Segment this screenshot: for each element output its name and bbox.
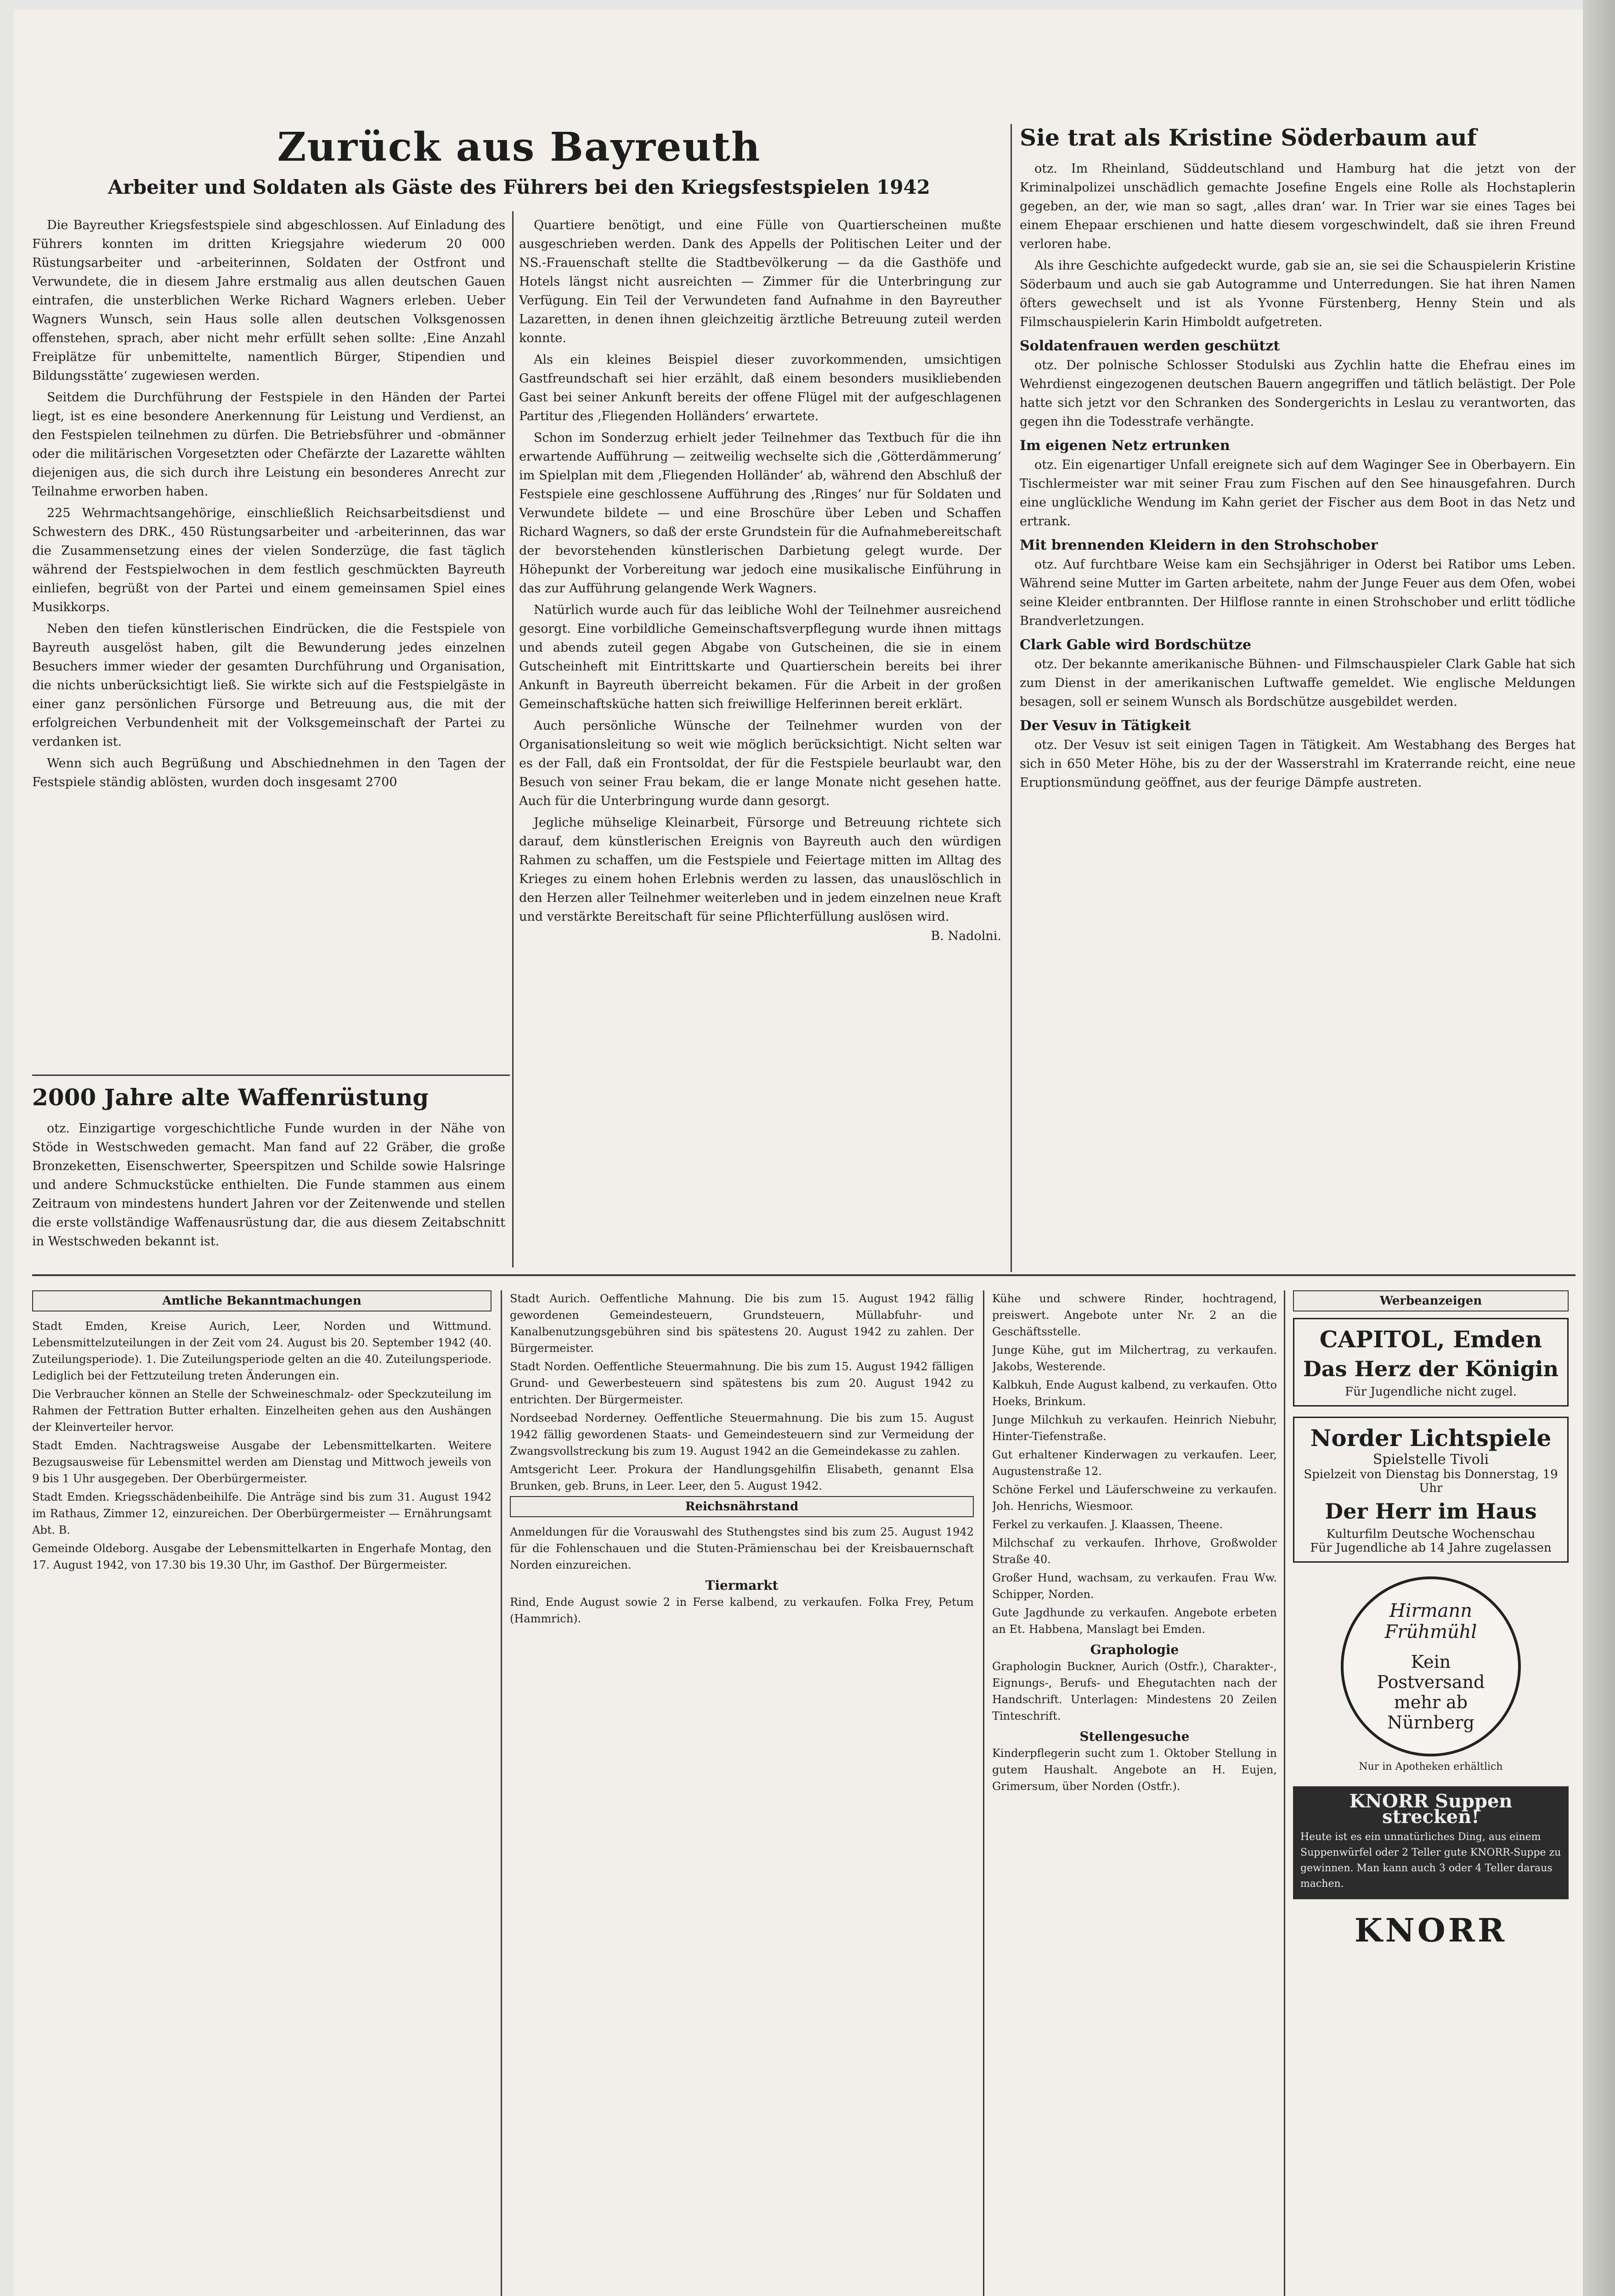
hirmann-line4: Nürnberg <box>1387 1712 1474 1733</box>
ads-col <box>1293 1290 1569 2296</box>
notice-item: Stadt Aurich. Oeffentliche Mahnung. Die bis zum 15. August 1942 fällig gewordenen Gemeindesteuern, Grundsteuern, Müllabfuhr- und Kanalbenutzungsgebühren sind bis spätestens 20. August 1942 zu zahlen. Der Bürgermeister. <box>510 1292 974 1355</box>
subarticle-title: Im eigenen Netz ertrunken <box>1020 438 1230 454</box>
article-paragraph: otz. Im Rheinland, Süddeutschland und Hamburg hat die jetzt von der Kriminalpolizei unschädlich gemachte Josefine Engels eine Rolle als Hochstaplerin gegeben, an der, wie man so sagt, ‚alles dran‘ war. In Trier war sie eines Tages bei einem Ehepaar erschienen und hatte diesem vorgeschwindelt, daß sie ihren Freund verloren habe. <box>1020 162 1575 251</box>
notice-item: Stadt Emden. Kriegsschädenbeihilfe. Die Anträge sind bis zum 31. August 1942 im Rathaus, Zimmer 12, einzureichen. Der Oberbürgermeister — Ernährungsamt Abt. B. <box>32 1491 491 1536</box>
classified-item: Großer Hund, wachsam, zu verkaufen. Frau Ww. Schipper, Norden. <box>992 1571 1277 1601</box>
reichsnaehrstand-text: Anmeldungen für die Vorauswahl des Stuthengstes sind bis zum 25. August 1942 für die Fohlenschauen und die Stuten-Prämienschau bei der Kreisbauernschaft Norden einzureichen. <box>510 1525 974 1571</box>
subarticle-text: otz. Ein eigenartiger Unfall ereignete sich auf dem Waginger See in Oberbayern. Ein Tischlermeister war mit seiner Frau zum Fischen auf den See hinausgefahren. Durch eine unglückliche Wendung im Kahn geriet der Fischer aus dem Boot in das Netz und ertrank. <box>1020 458 1575 529</box>
notice-item: Nordseebad Norderney. Oeffentliche Steuermahnung. Die bis zum 15. August 1942 fällig gewordenen Staats- und Gemeindesteuern sind zur Vermeidung der Zwangsvollstreckung bis zum 19. August 1942 an die Gemeindekasse zu zahlen. <box>510 1412 974 1458</box>
main-article-col1 <box>32 216 505 1088</box>
main-paragraph: Neben den tiefen künstlerischen Eindrücken, die die Festspiele von Bayreuth ausgelöst haben, gilt die Bewunderung jedes einzelnen Besuchers immer wieder der gesamten Durchführung und Organisation, die nichts unberücksichtigt ließ. Sie wirkte sich auf die Festspielgäste in einer ganz persönlichen Fürsorge und Betreuung aus, die mit der erfolgreichen Verbundenheit mit der Volksgemeinschaft der Partei zu verdanken ist. <box>32 622 505 749</box>
capitol-ad <box>1293 1318 1569 1407</box>
classified-item: Milchschaf zu verkaufen. Ihrhove, Großwolder Straße 40. <box>992 1536 1277 1566</box>
main-paragraph: Wenn sich auch Begrüßung und Abschiednehmen in den Tagen der Festspiele ständig ablösten, wurden doch insgesamt 2700 <box>32 756 505 789</box>
capitol-name: CAPITOL, Emden <box>1319 1326 1542 1353</box>
section-divider <box>32 1274 1575 1276</box>
page-edge-shadow <box>1583 0 1615 2296</box>
classified-item: Kühe und schwere Rinder, hochtragend, preiswert. Angebote unter Nr. 2 an die Geschäftsstelle. <box>992 1292 1277 1338</box>
column-rule <box>1011 124 1012 1272</box>
main-paragraph: Quartiere benötigt, und eine Fülle von Quartierscheinen mußte ausgeschrieben werden. Dank des Appells der Politischen Leiter und der NS.-Frauenschaft stellte die Stadtbevölkerung — da die Gasthöfe und Hotels längst nicht ausreichten — Zimmer für die Unterbringung zur Verfügung. Ein Teil der Verwundeten fand Aufnahme in den Bayreuther Lazaretten, in denen ihnen gleichzeitig ärztliche Betreuung zuteil werden konnte. <box>519 218 1001 345</box>
knorr-brand: KNORR <box>1354 1911 1508 1949</box>
hirmann-note: Nur in Apotheken erhältlich <box>1359 1761 1503 1773</box>
classified-item: Ferkel zu verkaufen. J. Klaassen, Theene. <box>992 1518 1223 1531</box>
subarticle-title: Soldatenfrauen werden geschützt <box>1020 338 1280 354</box>
lichtspiele-name: Norder Lichtspiele <box>1310 1424 1552 1452</box>
subarticle-text: otz. Auf furchtbare Weise kam ein Sechsjähriger in Oderst bei Ratibor ums Leben. Während seine Mutter im Garten arbeitete, nahm der Junge Feuer aus dem Ofen, wobei seine Kleider entbrannten. Der Hilflose rannte in einen Strohschober und erlitt tödliche Brandverletzungen. <box>1020 557 1575 628</box>
hirmann-line3: mehr ab <box>1394 1692 1468 1712</box>
knorr-title: KNORR Suppen strecken! <box>1349 1790 1513 1828</box>
ads-section-title: Werbeanzeigen <box>1293 1290 1569 1311</box>
subarticle-title: Der Vesuv in Tätigkeit <box>1020 718 1191 734</box>
lichtspiele-film: Der Herr im Haus <box>1325 1499 1537 1524</box>
notices-section-title: Amtliche Bekanntmachungen <box>32 1290 491 1311</box>
divider <box>32 1075 510 1076</box>
article-paragraph: Als ihre Geschichte aufgedeckt wurde, gab sie an, sie sei die Schauspielerin Kristine Söderbaum und auch sie gab Autogramme und Unterredungen. Sie hat ihren Namen öfters gewechselt und ist als Yvonne Fürstenberg, Henny Stein und als Filmschauspielerin Karin Himboldt aufgetreten. <box>1020 259 1575 329</box>
lichtspiele-note: Für Jugendliche ab 14 Jahre zugelassen <box>1310 1541 1552 1555</box>
tiermarkt-title: Tiermarkt <box>705 1578 779 1593</box>
article-weapons <box>32 1084 505 1267</box>
stellengesuche-title: Stellengesuche <box>1079 1729 1190 1744</box>
classified-item: Gut erhaltener Kinderwagen zu verkaufen. Leer, Augustenstraße 12. <box>992 1448 1277 1478</box>
classified-item: Kalbkuh, Ende August kalbend, zu verkaufen. Otto Hoeks, Brinkum. <box>992 1379 1277 1408</box>
notices-col1 <box>32 1290 491 2296</box>
newspaper-page <box>14 9 1594 2296</box>
subarticle-title: Mit brennenden Kleidern in den Strohschober <box>1020 537 1378 553</box>
main-paragraph: Auch persönliche Wünsche der Teilnehmer wurden von der Organisationsleitung so weit wie möglich berücksichtigt. Nicht selten war es der Fall, daß ein Frontsoldat, der für die Festspiele beurlaubt war, den Besuch von seiner Frau bekam, die er lange Monate nicht gesehen hatte. Auch für die Unterbringung wurde dann gesorgt. <box>519 719 1001 808</box>
lichtspiele-extra: Kulturfilm Deutsche Wochenschau <box>1326 1527 1536 1541</box>
notice-item: Stadt Emden. Nachtragsweise Ausgabe der Lebensmittelkarten. Weitere Bezugsausweise für Lebensmittel werden am Dienstag und Mittwoch jeweils von 9 bis 1 Uhr ausgegeben. Der Oberbürgermeister. <box>32 1439 491 1485</box>
classified-item: Junge Kühe, gut im Milchertrag, zu verkaufen. Jakobs, Westerende. <box>992 1344 1277 1373</box>
main-article-subtitle: Arbeiter und Soldaten als Gäste des Führers bei den Kriegsfestspielen 1942 <box>107 176 930 198</box>
capitol-note: Für Jugendliche nicht zugel. <box>1345 1385 1517 1399</box>
hirmann-brand: Hirmann Frühmühl <box>1384 1600 1477 1643</box>
main-article-col2 <box>519 216 1001 1258</box>
hirmann-line1: Kein <box>1411 1652 1451 1672</box>
notices-col2 <box>510 1290 974 2296</box>
main-article-header <box>37 124 1001 216</box>
column-rule <box>512 211 514 1267</box>
classified-item: Junge Milchkuh zu verkaufen. Heinrich Niebuhr, Hinter-Tiefenstraße. <box>992 1413 1277 1443</box>
article-weapons-title: 2000 Jahre alte Waffenrüstung <box>32 1084 429 1111</box>
hirmann-ad-seal <box>1341 1576 1521 1756</box>
notice-item: Die Verbraucher können an Stelle der Schweineschmalz- oder Speckzuteilung im Rahmen der Fettration Butter erhalten. Einzelheiten gehen aus den Aushängen der Kleinverteiler hervor. <box>32 1388 491 1434</box>
main-paragraph: 225 Wehrmachtsangehörige, einschließlich Reichsarbeitsdienst und Schwestern des DRK., 450 Rüstungsarbeiter und -arbeiterinnen, das war die Zusammensetzung eines der vielen Sonderzüge, die fast täglich während der Festspielwochen in dem festlich geschmückten Bayreuth einliefen, begrüßt von der Partei und einem gemeinsamen Spiel eines Musikkorps. <box>32 506 505 614</box>
capitol-film: Das Herz der Königin <box>1303 1356 1559 1381</box>
subarticle-text: otz. Der bekannte amerikanische Bühnen- und Filmschauspieler Clark Gable hat sich zum Dienst in der amerikanischen Luftwaffe gemeldet. Wie englische Meldungen besagen, soll er seinem Wunsch als Bordschütze ausgebildet werden. <box>1020 657 1575 709</box>
tiermarkt-text: Rind, Ende August sowie 2 in Ferse kalbend, zu verkaufen. Folka Frey, Petum (Hammrich). <box>510 1596 974 1625</box>
subarticle-text: otz. Der Vesuv ist seit einigen Tagen in Tätigkeit. Am Westabhang des Berges hat sich in 650 Meter Höhe, bis zu der der Wasserstrahl im Kraterrande reicht, eine neue Eruptionsmündung geöffnet, aus der feurige Dämpfe austreten. <box>1020 738 1575 790</box>
notice-item: Amtsgericht Leer. Prokura der Handlungsgehilfin Elisabeth, genannt Elsa Brunken, geb. Bruns, in Leer. Leer, den 5. August 1942. <box>510 1463 974 1492</box>
article-soederbaum <box>1020 124 1575 1267</box>
column-rule <box>501 1290 502 2296</box>
notice-item: Stadt Norden. Oeffentliche Steuermahnung. Die bis zum 15. August 1942 fälligen Grund- und Gewerbesteuern sind spätestens bis zum 20. August 1942 zu entrichten. Der Bürgermeister. <box>510 1360 974 1406</box>
column-rule <box>983 1290 984 2296</box>
norder-lichtspiele-ad <box>1293 1417 1569 1563</box>
subarticle-title: Clark Gable wird Bordschütze <box>1020 637 1252 653</box>
main-paragraph: Seitdem die Durchführung der Festspiele in den Händen der Partei liegt, ist es eine besondere Anerkennung für Leistung und Verdienst, an den Festspielen teilnehmen zu dürfen. Die Betriebsführer und -obmänner oder die militärischen Vorgesetzten oder Chefärzte der Lazarette wählten diejenigen aus, die sich durch ihre Leistung ein besonderes Anrecht zur Teilnahme erworben haben. <box>32 390 505 499</box>
notice-item: Gemeinde Oldeborg. Ausgabe der Lebensmittelkarten in Engerhafe Montag, den 17. August 1942, von 17.30 bis 19.30 Uhr, im Gasthof. Der Bürgermeister. <box>32 1542 491 1571</box>
lichtspiele-time: Spielzeit von Dienstag bis Donnerstag, 19 Uhr <box>1304 1468 1558 1495</box>
main-paragraph: Die Bayreuther Kriegsfestspiele sind abgeschlossen. Auf Einladung des Führers konnten im dritten Kriegsjahre wiederum 20 000 Rüstungsarbeiter und -arbeiterinnen, Soldaten der Ostfront und Verwundete, die in diesem Jahre erstmalig aus allen deutschen Gauen eintrafen, die unsterblichen Werke Richard Wagners erleben. Ueber Wagners Wunsch, sein Haus solle allen deutschen Volksgenossen offenstehen, sprach, aber nicht mehr erfüllt sehen sollte: ‚Eine Anzahl Freiplätze für unbemittelte, namentlich Bürger, Stipendien und Bildungsstätte‘ zugewiesen werden. <box>32 218 505 383</box>
graphologie-title: Graphologie <box>1090 1642 1179 1657</box>
main-paragraph: Schon im Sonderzug erhielt jeder Teilnehmer das Textbuch für die ihn erwartende Aufführung — zeitweilig wechselte sich die ‚Götterdämmerung‘ im Spielplan mit dem ‚Fliegenden Holländer‘ ab, während den Abschluß der Festspiele eine geschlossene Aufführung des ‚Ringes‘ nur für Soldaten und Verwundete bildete — und eine Broschüre über Leben und Schaffen Richard Wagners, so daß der erste Grundstein für die Aufnahmebereitschaft der bevorstehenden künstlerischen Darbietung gelegt wurde. Der Höhepunkt der Vorbereitung war jedoch eine musikalische Einführung in das zur Aufführung gelangende Werk Wagners. <box>519 431 1001 596</box>
lichtspiele-place: Spielstelle Tivoli <box>1372 1452 1489 1468</box>
hirmann-line2: Postversand <box>1377 1672 1485 1692</box>
classifieds-col <box>992 1290 1277 2296</box>
graphologie-text: Graphologin Buckner, Aurich (Ostfr.), Charakter-, Eignungs-, Berufs- und Ehegutachten nach der Handschrift. Unterlagen: Mindestens 20 Zeilen Tinteschrift. <box>992 1660 1277 1722</box>
article-weapons-text: otz. Einzigartige vorgeschichtliche Funde wurden in der Nähe von Stöde in Westschweden gemacht. Man fand auf 22 Gräber, die große Bronzeketten, Eisenschwerter, Speerspitzen und Schilde sowie Halsringe und andere Schmuckstücke enthielten. Die Funde stammen aus einem Zeitraum von mindestens hundert Jahren vor der Zeitenwende und stellen die erste vollständige Waffenausrüstung dar, die aus diesem Zeitabschnitt in Westschweden bekannt ist. <box>32 1121 505 1249</box>
main-article-author: B. Nadolni. <box>931 929 1001 943</box>
main-article-title: Zurück aus Bayreuth <box>277 124 761 170</box>
classified-item: Gute Jagdhunde zu verkaufen. Angebote erbeten an Et. Habbena, Manslagt bei Emden. <box>992 1606 1277 1636</box>
knorr-ad <box>1293 1786 1569 1899</box>
column-rule <box>1284 1290 1285 2296</box>
main-paragraph: Natürlich wurde auch für das leibliche Wohl der Teilnehmer ausreichend gesorgt. Eine vorbildliche Gemeinschaftsverpflegung wurde ihnen mittags und abends zuteil gegen Abgabe von Gutscheinen, die sie in einem Gutscheinheft mit Eintrittskarte und Quartierschein bereits bei ihrer Ankunft in Bayreuth überreicht bekamen. Für die Arbeit in der großen Gemeinschaftsküche hatten sich freiwillige Helferinnen bereit erklärt. <box>519 603 1001 711</box>
knorr-text: Heute ist es ein unnatürliches Ding, aus einem Suppenwürfel oder 2 Teller gute KNORR-Suppe zu gewinnen. Man kann auch 3 oder 4 Teller daraus machen. <box>1300 1831 1561 1890</box>
article-soederbaum-title: Sie trat als Kristine Söderbaum auf <box>1020 124 1477 151</box>
stellengesuche-text: Kinderpflegerin sucht zum 1. Oktober Stellung in gutem Haushalt. Angebote an H. Eujen, Grimersum, über Norden (Ostfr.). <box>992 1747 1277 1793</box>
main-paragraph: Jegliche mühselige Kleinarbeit, Fürsorge und Betreuung richtete sich darauf, dem künstlerischen Ereignis von Bayreuth auch den würdigen Rahmen zu schaffen, um die Festspiele und Feiertage mitten im Alltag des Krieges zu einem hohen Erlebnis werden zu lassen, das unauslöschlich in den Herzen aller Teilnehmer weiterleben und in jedem einzelnen neue Kraft und verstärkte Bereitschaft für seine Pflichterfüllung auslösen wird. <box>519 816 1001 924</box>
subarticle-text: otz. Der polnische Schlosser Stodulski aus Zychlin hatte die Ehefrau eines im Wehrdienst eingezogenen deutschen Bauern angegriffen und tätlich belästigt. Der Pole hatte sich jetzt vor den Schranken des Sondergerichts in Leslau zu verantworten, das gegen ihn die Todesstrafe verhängte. <box>1020 358 1575 429</box>
notice-item: Stadt Emden, Kreise Aurich, Leer, Norden und Wittmund. Lebensmittelzuteilungen in der Zeit vom 24. August bis 20. September 1942 (40. Zuteilungsperiode). 1. Die Zuteilungsperiode gelten an die 40. Zuteilungsperiode. Lediglich bei der Fettzuteilung treten Änderungen ein. <box>32 1320 491 1382</box>
reichsnaehrstand-title: Reichsnährstand <box>510 1496 974 1517</box>
classified-item: Schöne Ferkel und Läuferschweine zu verkaufen. Joh. Henrichs, Wiesmoor. <box>992 1483 1277 1513</box>
main-paragraph: Als ein kleines Beispiel dieser zuvorkommenden, umsichtigen Gastfreundschaft sei hier erzählt, daß einem besonders musikliebenden Gast bei seiner Ankunft bereits der offene Flügel mit der aufgeschlagenen Partitur des ‚Fliegenden Holländers‘ erwartete. <box>519 353 1001 423</box>
